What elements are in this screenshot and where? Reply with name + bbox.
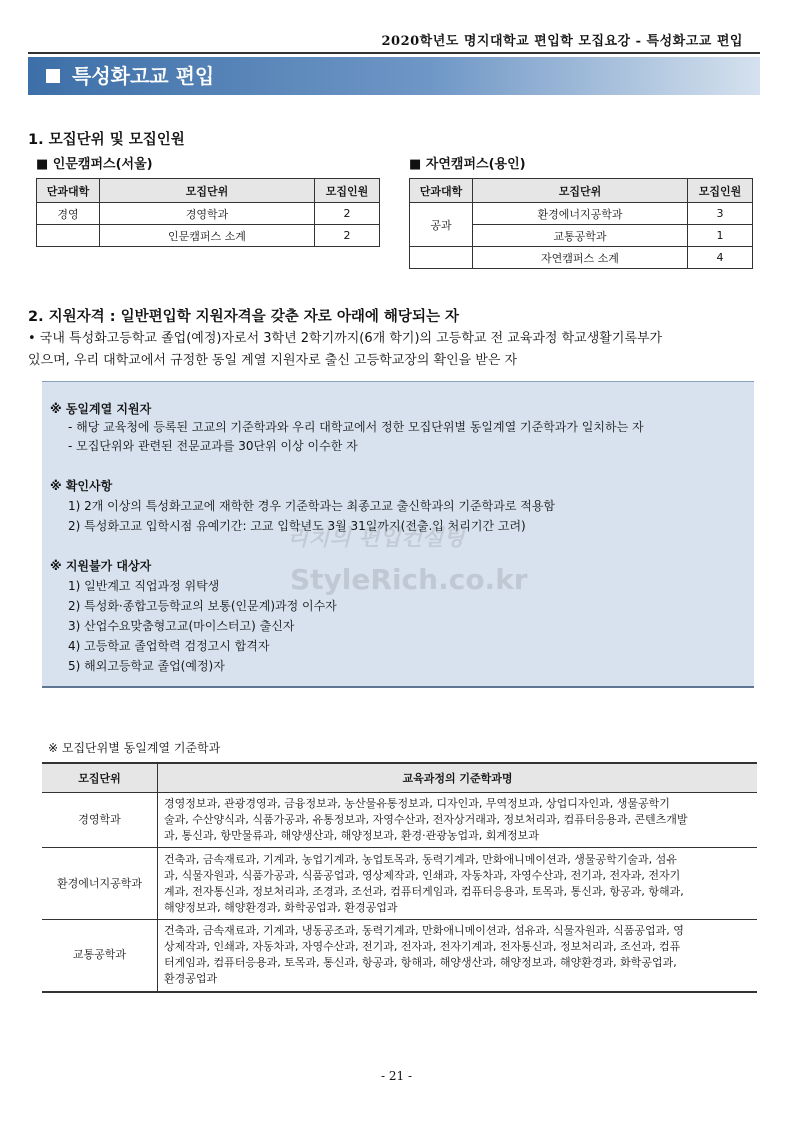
section-banner — [28, 57, 760, 95]
section1-title: 1. 모집단위 및 모집인원 — [28, 132, 185, 148]
unit-cell: 환경에너지공학과 — [473, 203, 688, 225]
note-item: 1) 일반계고 직업과정 위탁생 — [68, 579, 220, 593]
square-bullet-icon — [46, 69, 60, 83]
seoul-campus-label: ■ 인문캠퍼스(서울) — [36, 157, 153, 172]
unit-cell: 교통공학과 — [42, 920, 158, 992]
col-header-departments: 교육과정의 기준학과명 — [158, 763, 758, 793]
subtotal-label: 인문캠퍼스 소계 — [100, 225, 315, 247]
subtotal-label: 자연캠퍼스 소계 — [473, 247, 688, 269]
col-header-count: 모집인원 — [688, 179, 753, 203]
col-header-college: 단과대학 — [410, 179, 473, 203]
department-line: 과, 식물자원과, 식품가공과, 식품공업과, 영상제작과, 인쇄과, 자동차과, 자영수산과, 전기과, 전자과, 전자기 — [164, 868, 681, 882]
eligibility-text-line2: 있으며, 우리 대학교에서 규정한 동일 계열 지원자로 출신 고등학교장의 확인을 받은 자 — [28, 353, 518, 368]
col-header-unit: 모집단위 — [42, 763, 158, 793]
departments-cell — [158, 848, 758, 920]
document-header-title: 2020학년도 명지대학교 편입학 모집요강 - 특성화고교 편입 — [381, 34, 743, 49]
subtotal-count: 2 — [315, 225, 380, 247]
empty-cell — [410, 247, 473, 269]
department-line: 계과, 전자통신과, 정보처리과, 조경과, 조선과, 컴퓨터게임과, 컴퓨터응용과, 토목과, 통신과, 항공과, 항해과, — [164, 884, 684, 898]
department-line: 과, 통신과, 항만물류과, 해양생산과, 해양정보과, 환경·관광농업과, 회계정보과 — [164, 829, 539, 842]
col-header-unit: 모집단위 — [473, 179, 688, 203]
col-header-count: 모집인원 — [315, 179, 380, 203]
department-line: 건축과, 금속재료과, 기계과, 농업기계과, 농업토목과, 동력기계과, 만화애니메이션과, 생물공학기술과, 섬유 — [164, 852, 677, 866]
table-row — [410, 203, 753, 225]
note-item: 4) 고등학교 졸업학력 검정고시 합격자 — [68, 639, 270, 653]
standards-caption: ※ 모집단위별 동일계열 기준학과 — [48, 741, 221, 755]
college-cell: 경영 — [37, 203, 100, 225]
table-header-row — [37, 179, 380, 203]
confirm-title: ※ 확인사항 — [50, 479, 113, 493]
col-header-college: 단과대학 — [37, 179, 100, 203]
table-row — [42, 920, 757, 992]
yongin-campus-label: ■ 자연캠퍼스(용인) — [409, 157, 526, 172]
count-cell: 2 — [315, 203, 380, 225]
eligibility-text-line1: • 국내 특성화고등학교 졸업(예정)자로서 3학년 2학기까지(6개 학기)의 고등학교 전 교육과정 학교생활기록부가 — [28, 331, 663, 346]
subtotal-count: 4 — [688, 247, 753, 269]
unit-cell: 교통공학과 — [473, 225, 688, 247]
count-cell: 3 — [688, 203, 753, 225]
watermark-url: StyleRich.co.kr — [290, 563, 528, 596]
subtotal-row — [37, 225, 380, 247]
yongin-quota-table — [409, 178, 753, 269]
department-line: 터게임과, 컴퓨터응용과, 토목과, 통신과, 항공과, 항해과, 해양생산과, 해양정보과, 해양환경과, 화학공업과, — [164, 956, 677, 970]
same-field-title: ※ 동일계열 지원자 — [50, 402, 152, 416]
table-row — [42, 793, 757, 848]
empty-cell — [37, 225, 100, 247]
note-item: - 해당 교육청에 등록된 고교의 기준학과와 우리 대학교에서 정한 모집단위별 동일계열 기준학과가 일치하는 자 — [68, 420, 644, 434]
note-item: - 모집단위와 관련된 전문교과를 30단위 이상 이수한 자 — [68, 439, 358, 453]
college-cell: 공과 — [410, 203, 473, 247]
col-header-unit: 모집단위 — [100, 179, 315, 203]
department-line: 해양정보과, 해양환경과, 화학공업과, 환경공업과 — [164, 900, 398, 914]
standards-table — [42, 762, 757, 993]
department-line: 경영정보과, 관광경영과, 금융정보과, 농산물유통정보과, 디자인과, 무역정보과, 상업디자인과, 생물공학기 — [164, 797, 670, 810]
seoul-quota-table — [36, 178, 380, 247]
note-item: 3) 산업수요맞춤형고교(마이스터고) 출신자 — [68, 619, 295, 633]
note-item: 2) 특성화·종합고등학교의 보통(인문계)과정 이수자 — [68, 599, 337, 613]
table-row — [42, 848, 757, 920]
header-divider — [28, 52, 760, 54]
unit-cell: 경영학과 — [42, 793, 158, 848]
subtotal-row — [410, 247, 753, 269]
unit-cell: 경영학과 — [100, 203, 315, 225]
department-line: 상제작과, 인쇄과, 자동차과, 자영수산과, 전기과, 전자과, 전자기계과, 전자통신과, 정보처리과, 조선과, 컴퓨 — [164, 940, 681, 954]
note-item: 5) 해외고등학교 졸업(예정)자 — [68, 659, 225, 673]
departments-cell — [158, 920, 758, 992]
table-header-row — [42, 763, 757, 793]
watermark-text: 리치의 편입컨설팅 — [287, 526, 465, 551]
department-line: 건축과, 금속재료과, 기계과, 냉동공조과, 동력기계과, 만화애니메이션과, 섬유과, 식물자원과, 식품공업과, 영 — [164, 924, 684, 938]
ineligible-title: ※ 지원불가 대상자 — [50, 559, 152, 573]
section2-title: 2. 지원자격 : 일반편입학 지원자격을 갖춘 자로 아래에 해당되는 자 — [28, 309, 460, 325]
table-header-row — [410, 179, 753, 203]
departments-cell — [158, 793, 758, 848]
unit-cell: 환경에너지공학과 — [42, 848, 158, 920]
note-item: 1) 2개 이상의 특성화고교에 재학한 경우 기준학과는 최종고교 출신학과의 기준학과로 적용함 — [68, 499, 556, 513]
department-line: 환경공업과 — [164, 972, 218, 986]
note-item: 2) 특성화고교 입학시점 유예기간: 고교 입학년도 3월 31일까지(전출.입 처리기간 고려) — [68, 519, 526, 533]
table-row — [37, 203, 380, 225]
page-number: - 21 - — [380, 1069, 412, 1083]
count-cell: 1 — [688, 225, 753, 247]
department-line: 술과, 수산양식과, 식품가공과, 유통정보과, 자영수산과, 전자상거래과, 정보처리과, 컴퓨터응용과, 콘텐츠개발 — [164, 813, 688, 826]
banner-title: 특성화고교 편입 — [72, 64, 215, 88]
